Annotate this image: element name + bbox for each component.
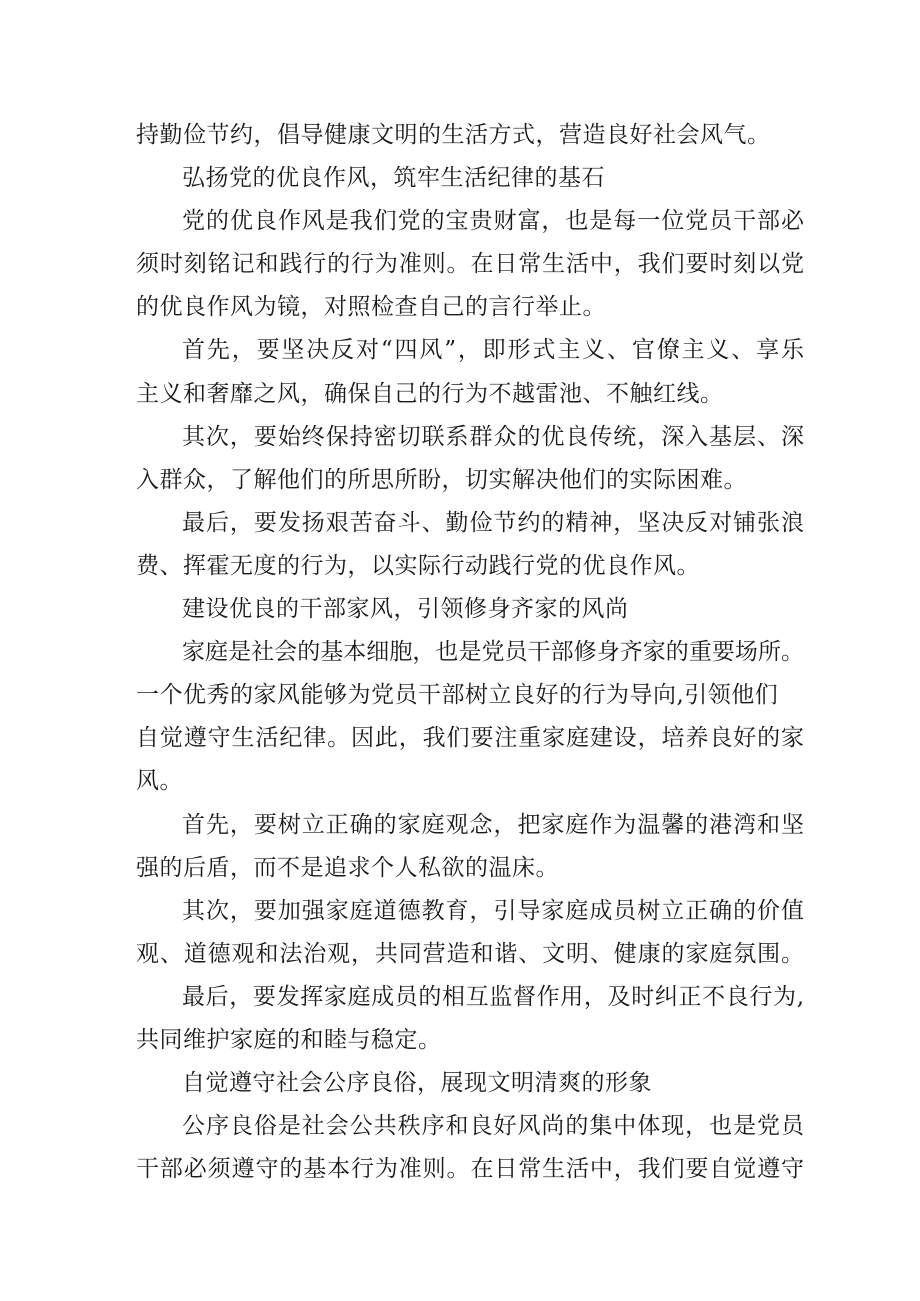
text-line: 入群众，了解他们的所思所盼，切实解决他们的实际困难。: [136, 466, 747, 493]
text-line: 须时刻铭记和践行的行为准则。在日常生活中，我们要时刻以党: [136, 251, 804, 278]
text-line: 最后，要发扬艰苦奋斗、勤俭节约的精神，坚决反对铺张浪: [182, 509, 804, 536]
text-line: 其次，要始终保持密切联系群众的优良传统，深入基层、深: [182, 423, 804, 450]
text-line: 风。: [136, 768, 183, 795]
text-line: 的优良作风为镜，对照检查自己的言行举止。: [136, 294, 606, 321]
text-line: 弘扬党的优良作风，筑牢生活纪律的基石: [182, 165, 605, 192]
text-line: 首先，要坚决反对“四风”，即形式主义、官僚主义、享乐: [182, 337, 804, 364]
text-line: 自觉遵守生活纪律。因此，我们要注重家庭建设，培养良好的家: [136, 725, 804, 752]
text-line: 一个优秀的家风能够为党员干部树立良好的行为导向,引领他们: [136, 682, 779, 709]
text-line: 共同维护家庭的和睦与稳定。: [136, 1026, 442, 1053]
text-line: 强的后盾，而不是追求个人私欲的温床。: [136, 854, 559, 881]
text-line: 干部必须遵守的基本行为准则。在日常生活中，我们要自觉遵守: [136, 1156, 804, 1183]
text-line: 其次，要加强家庭道德教育，引导家庭成员树立正确的价值: [182, 897, 804, 924]
text-line: 家庭是社会的基本细胞，也是党员干部修身齐家的重要场所。: [182, 639, 804, 666]
text-line: 主义和奢靡之风，确保自己的行为不越雷池、不触红线。: [136, 380, 724, 407]
text-line: 最后，要发挥家庭成员的相互监督作用，及时纠正不良行为,: [182, 983, 804, 1010]
text-line: 首先，要树立正确的家庭观念，把家庭作为温馨的港湾和坚: [182, 811, 804, 838]
text-line: 费、挥霍无度的行为，以实际行动践行党的优良作风。: [136, 552, 700, 579]
text-line: 公序良俗是社会公共秩序和良好风尚的集中体现，也是党员: [182, 1113, 804, 1140]
text-line: 自觉遵守社会公序良俗，展现文明清爽的形象: [182, 1070, 652, 1097]
text-line: 建设优良的干部家风，引领修身齐家的风尚: [182, 596, 629, 623]
document-body: [136, 114, 804, 1191]
text-line: 持勤俭节约，倡导健康文明的生活方式，营造良好社会风气。: [136, 122, 771, 148]
text-line: 党的优良作风是我们党的宝贵财富，也是每一位党员干部必: [182, 208, 804, 235]
text-line: 观、道德观和法治观，共同营造和谐、文明、健康的家庭氛围。: [136, 940, 804, 967]
